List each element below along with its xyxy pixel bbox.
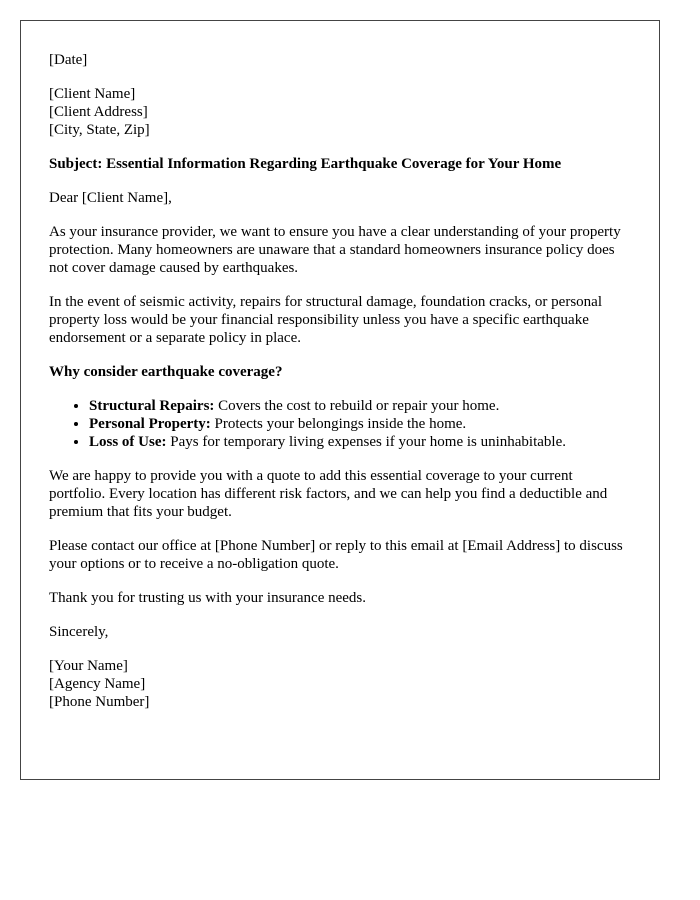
recipient-name: [Client Name] xyxy=(49,86,136,102)
why-heading: Why consider earthquake coverage? xyxy=(49,364,283,380)
benefit-item xyxy=(89,415,631,433)
letter-page xyxy=(20,20,660,780)
benefit-desc: Protects your belongings inside the home. xyxy=(210,416,467,432)
benefit-desc: Pays for temporary living expenses if your home is uninhabitable. xyxy=(166,434,566,450)
recipient-city-state-zip: [City, State, Zip] xyxy=(49,122,150,138)
closing-paragraph: Please contact our office at [Phone Number] or reply to this email at [Email Address] to discuss your options or to receive a no-obligation quote. xyxy=(49,538,623,572)
benefit-item xyxy=(89,433,631,451)
benefit-term: Structural Repairs: xyxy=(89,398,215,414)
letter-date: [Date] xyxy=(49,52,88,68)
closing-paragraph: We are happy to provide you with a quote to add this essential coverage to your current portfolio. Every location has different risk factors, and we can help you find a deductible and premium that fits your budget. xyxy=(49,468,608,520)
letter-signoff: Sincerely, xyxy=(49,624,109,640)
sender-block xyxy=(49,657,631,711)
letter-salutation: Dear [Client Name], xyxy=(49,190,172,206)
benefit-desc: Covers the cost to rebuild or repair your home. xyxy=(214,398,500,414)
benefit-term: Loss of Use: xyxy=(89,434,167,450)
recipient-address-block xyxy=(49,85,631,139)
closing-paragraph: Thank you for trusting us with your insurance needs. xyxy=(49,590,367,606)
letter-subject: Subject: Essential Information Regarding Earthquake Coverage for Your Home xyxy=(49,156,562,172)
benefit-item xyxy=(89,397,631,415)
body-paragraph: As your insurance provider, we want to ensure you have a clear understanding of your property protection. Many homeowners are unaware that a standard homeowners insurance policy does not cover damage caused by earthquakes. xyxy=(49,224,621,276)
sender-name: [Your Name] xyxy=(49,658,128,674)
benefits-list xyxy=(49,397,631,451)
recipient-address: [Client Address] xyxy=(49,104,148,120)
sender-agency: [Agency Name] xyxy=(49,676,146,692)
sender-phone: [Phone Number] xyxy=(49,694,150,710)
body-paragraph: In the event of seismic activity, repairs for structural damage, foundation cracks, or personal property loss would be your financial responsibility unless you have a specific earthquake endorsement or a separate policy in place. xyxy=(49,294,602,346)
benefit-term: Personal Property: xyxy=(89,416,211,432)
